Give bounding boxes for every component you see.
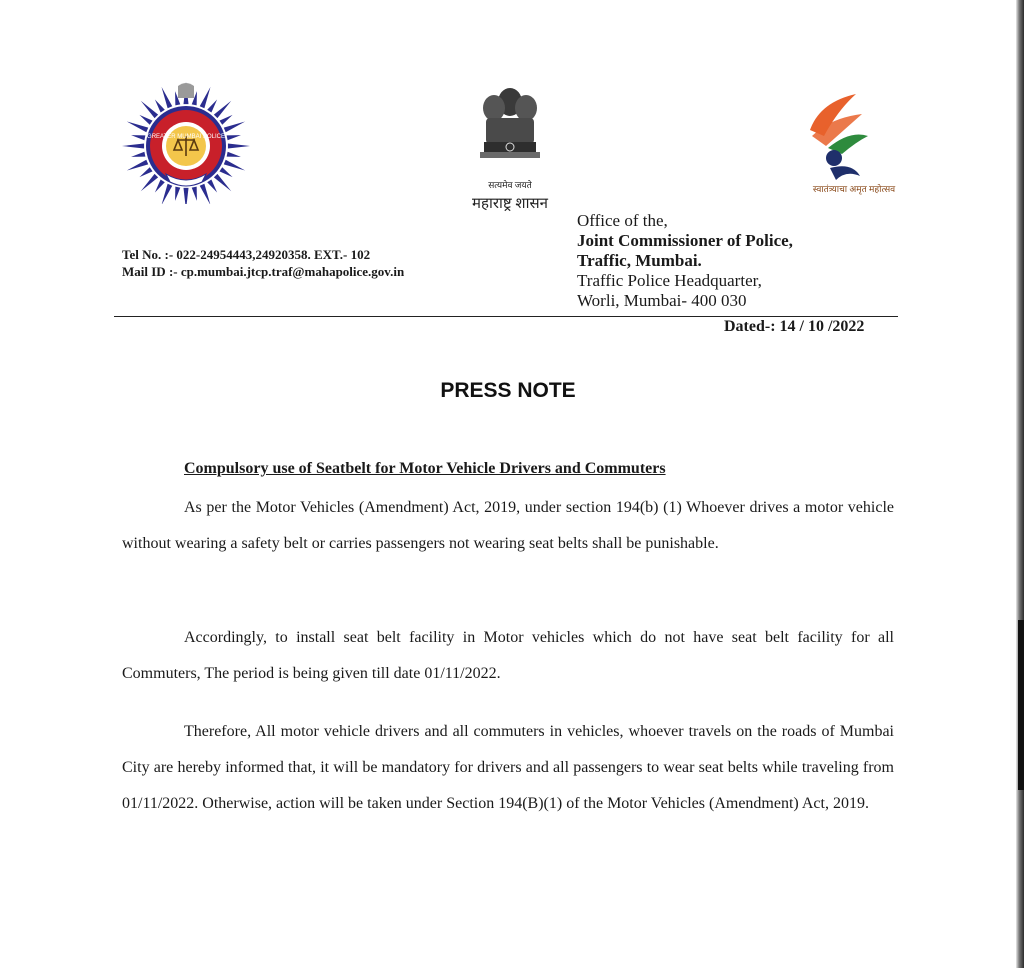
emblem-ray — [162, 87, 173, 108]
mail-line: Mail ID :- cp.mumbai.jtcp.traf@mahapolice.gov.in — [122, 264, 405, 279]
emblem-ray — [214, 174, 231, 191]
emblem-ray — [227, 135, 241, 140]
emblem-ray — [227, 152, 241, 157]
ashoka-lion-emblem-icon — [470, 80, 550, 168]
emblem-ray — [219, 167, 232, 177]
emblem-ray — [183, 188, 188, 204]
office-address — [577, 211, 793, 311]
emblem-ray — [155, 99, 165, 112]
emblem-ray — [207, 179, 217, 192]
office-line-2: Joint Commissioner of Police, — [577, 231, 793, 250]
tel-line: Tel No. :- 022-24954443,24920358. EXT.- 102 — [122, 247, 371, 262]
page-title: PRESS NOTE — [440, 379, 576, 402]
page-edge-shadow — [1016, 0, 1024, 968]
emblem-ray — [141, 101, 158, 118]
emblem-ray — [127, 160, 148, 171]
date-line: Dated-: 14 / 10 /2022 — [724, 318, 865, 335]
emblem-ray — [141, 174, 158, 191]
emblem-ray — [139, 115, 152, 125]
paragraph-1: As per the Motor Vehicles (Amendment) Act, 2019, under section 194(b) (1) Whoever drives a motor vehicle without wearing a safety belt or carries passengers not wearing seat belts shall be punishable. — [122, 499, 894, 552]
office-line-3: Traffic, Mumbai. — [577, 251, 702, 270]
emblem-ray — [127, 122, 148, 133]
maharashtra-shasan-caption: सत्यमेव जयते महाराष्ट्र शासन — [472, 180, 548, 212]
emblem-ray — [214, 101, 231, 118]
emblem-ray — [207, 99, 217, 112]
emblem-ray — [131, 135, 145, 140]
emblem-ray — [131, 152, 145, 157]
emblem-ray — [122, 143, 144, 148]
paragraph-2: Accordingly, to install seat belt facility in Motor vehicles which do not have seat belt facility for all Commuters, The period is being given till date 01/11/2022. — [122, 629, 894, 682]
subject-heading: Compulsory use of Seatbelt for Motor Vehicle Drivers and Commuters — [184, 460, 666, 477]
emblem-ray — [192, 187, 197, 201]
emblem-ray — [155, 179, 165, 192]
emblem-ray — [228, 143, 250, 148]
emblem-ray — [219, 115, 232, 125]
emblem-ray — [200, 87, 211, 108]
paragraph-3: Therefore, All motor vehicle drivers and all commuters in vehicles, whoever travels on the roads of Mumbai City are hereby informed that, it will be mandatory for drivers and all passengers to wear seat belts while traveling from 01/11/2022. Otherwise, action will be taken under Section 194(B)(1) of the Motor Vehicles (Amendment) Act, 2019. — [122, 723, 894, 812]
azadi-ka-amrit-mahotsav-icon — [790, 84, 894, 194]
mumbai-police-emblem-icon — [118, 78, 254, 204]
emblem-ray — [162, 184, 173, 204]
office-line-5: Worli, Mumbai- 400 030 — [577, 291, 747, 310]
emblem-ray — [224, 122, 245, 133]
amrit-mahotsav-caption: स्वातंत्र्याचा अमृत महोत्सव — [812, 184, 896, 194]
emblem-ray — [224, 160, 245, 171]
office-line-1: Office of the, — [577, 211, 668, 230]
office-line-4: Traffic Police Headquarter, — [577, 271, 762, 290]
contact-block — [122, 246, 404, 280]
page-edge-dark — [1018, 620, 1024, 790]
header-divider — [114, 316, 898, 317]
emblem-ray — [175, 187, 180, 201]
emblem-ray — [200, 184, 211, 204]
svg-text:GREATER MUMBAI POLICE: GREATER MUMBAI POLICE — [147, 134, 225, 140]
emblem-ray — [139, 167, 152, 177]
